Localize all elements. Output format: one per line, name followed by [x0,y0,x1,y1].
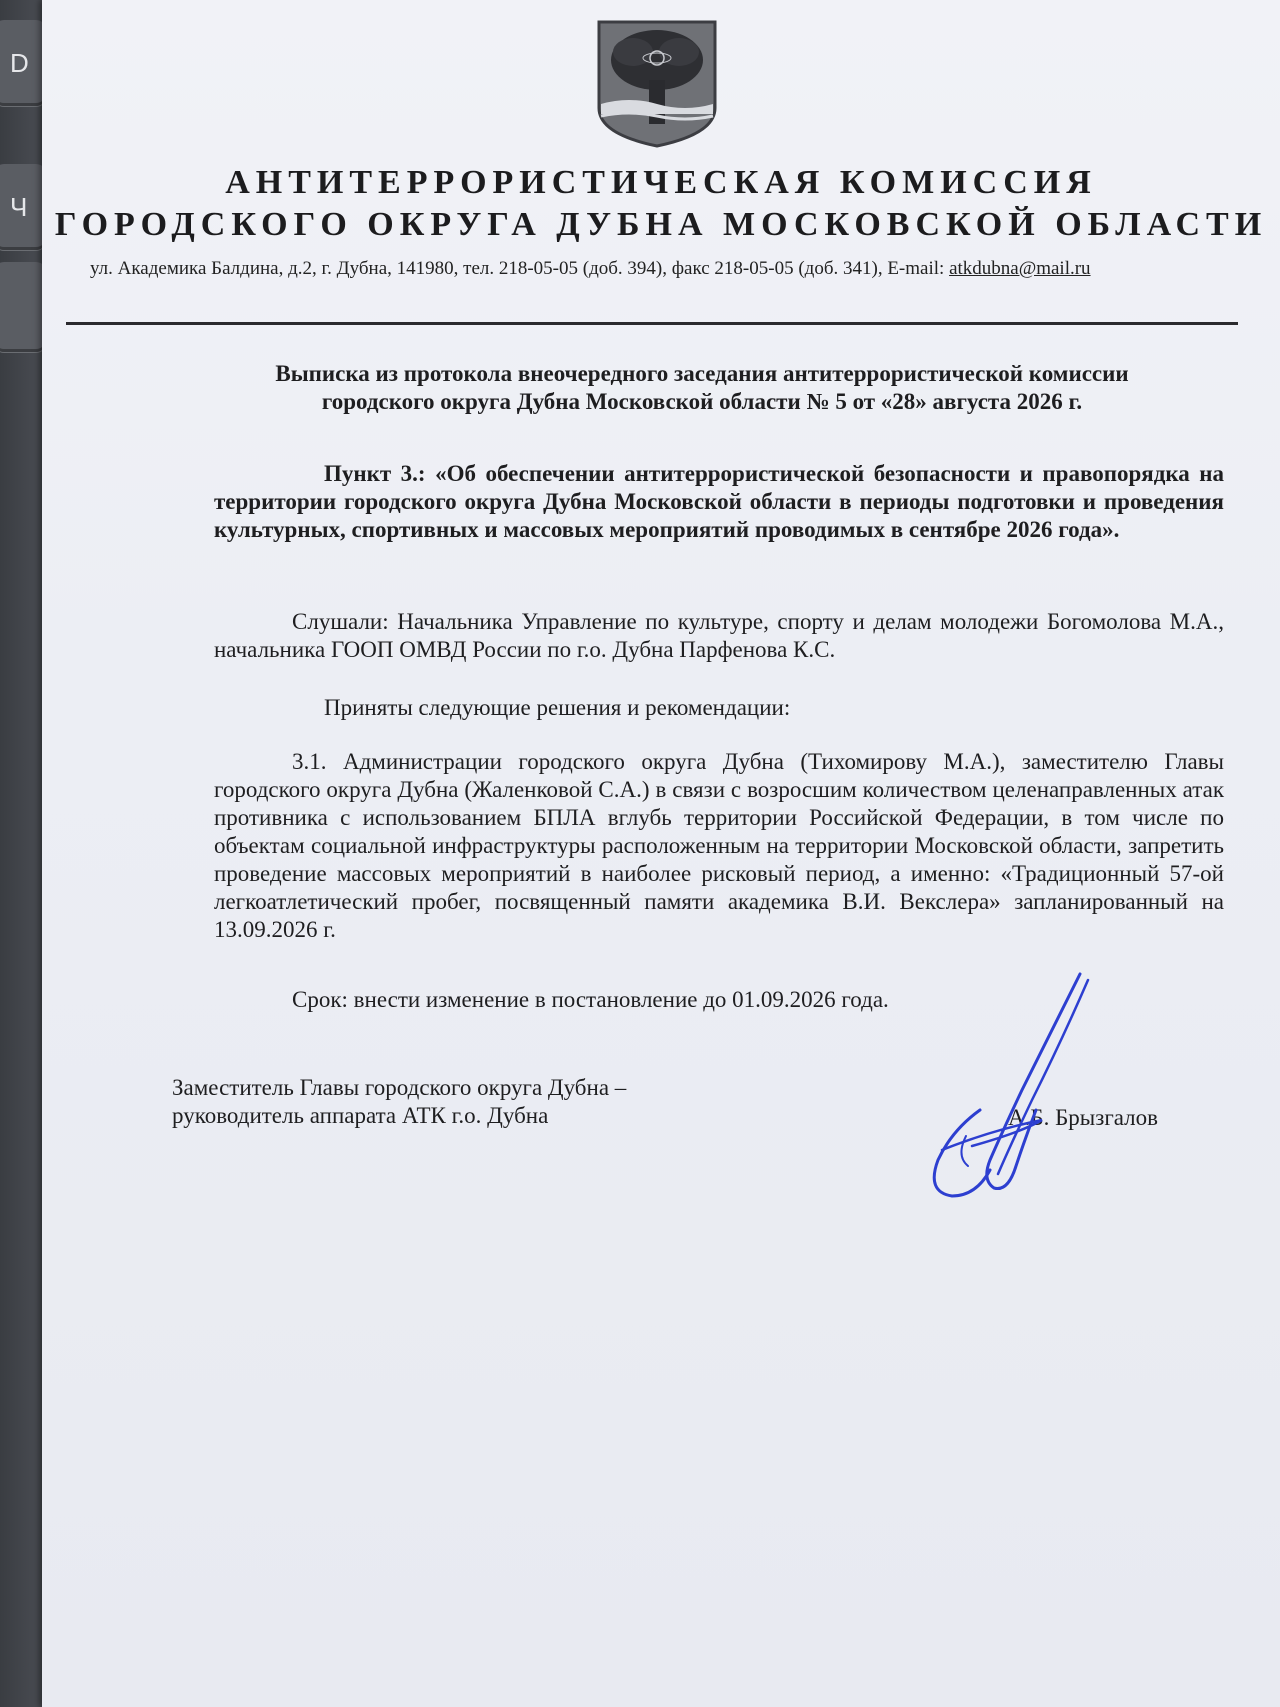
document-page [42,0,1280,1707]
decision-3-1: 3.1. Администрации городского округа Дубна (Тихомирову М.А.), заместителю Главы городского округа Дубна (Жаленковой С.А.) в связи с возросшим количеством целенаправленных атак противника с использованием БПЛА вглубь территории Российской Федерации, в том числе по объектам социальной инфраструктуры расположенным на территории Московской области, запретить проведение массовых мероприятий в наиболее рисковый период, а именно: «Традиционный 57-ой легкоатлетический пробег, посвященный памяти академика В.И. Векслера» запланированный на 13.09.2026 г. [214,749,1224,942]
organization-title-line2: ГОРОДСКОГО ОКРУГА ДУБНА МОСКОВСКОЙ ОБЛАСТИ [54,206,1268,243]
protocol-heading [202,360,1202,416]
signer-name: А.Б. Брызгалов [1008,1105,1158,1130]
organization-title-line1: АНТИТЕРРОРИСТИЧЕСКАЯ КОМИССИЯ [225,164,1097,201]
email-link[interactable]: atkdubna@mail.ru [949,258,1091,279]
protocol-heading-line1: Выписка из протокола внеочередного заседания антитеррористической комиссии [275,361,1129,386]
signer-position-line2: руководитель аппарата АТК г.о. Дубна [172,1103,549,1128]
organization-title [42,162,1280,246]
heard-paragraph: Слушали: Начальника Управление по культуре, спорту и делам молодежи Богомолова М.А., начальника ГООП ОМВД России по г.о. Дубна Парфенова К.С. [214,609,1224,662]
address-text: ул. Академика Балдина, д.2, г. Дубна, 141980, тел. 218-05-05 (доб. 394), факс 218-05-05 (доб. 341), E-mail: [90,258,950,279]
protocol-heading-line2: городского округа Дубна Московской области № 5 от «28» августа 2026 г. [321,389,1083,414]
decisions-intro: Приняты следующие решения и рекомендации: [324,695,791,720]
signer-position [172,1074,692,1130]
letterhead-divider [66,322,1238,325]
signer-position-line1: Заместитель Главы городского округа Дубна – [172,1075,627,1100]
keyboard-key-blank [0,262,46,352]
contact-address [90,258,1270,280]
deadline-paragraph: Срок: внести изменение в постановление до 01.09.2026 года. [292,987,889,1012]
city-crest-tree-icon [595,18,719,148]
agenda-point-3: Пункт 3.: «Об обеспечении антитеррористической безопасности и правопорядка на территории городского округа Дубна Московской области в периоды подготовки и проведения культурных, спортивных и массовых мероприятий проводимых в сентябре 2026 года». [214,461,1224,542]
keyboard-key-ch: Ч [0,164,46,250]
keyboard-key-d: D [0,20,46,106]
handwritten-signature [912,960,1112,1210]
